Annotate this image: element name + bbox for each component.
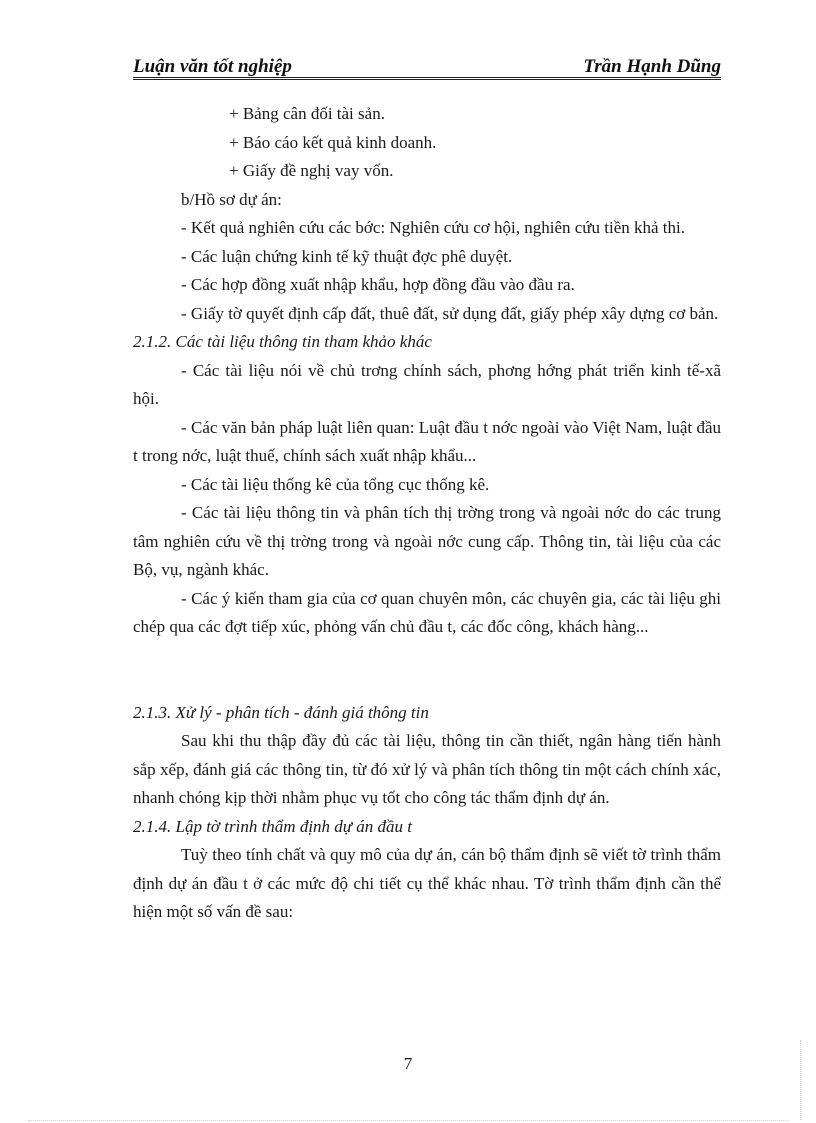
document-body xyxy=(133,100,721,927)
list-item-loan-request: + Giấy đề nghị vay vốn. xyxy=(229,161,394,180)
header-author-name: Trần Hạnh Dũng xyxy=(583,56,721,77)
page-edge-dotted-border-right xyxy=(800,1040,801,1120)
paragraph-policy-documents: - Các tài liệu nói về chủ trơng chính sách, phơng hớng phát triển kinh tế-xã hội. xyxy=(133,360,721,408)
header-divider xyxy=(133,77,721,80)
paragraph-expert-opinions: - Các ý kiến tham gia của cơ quan chuyên môn, các chuyên gia, các tài liệu ghi chép qua các đợt tiếp xúc, phỏng vấn chủ đầu t, các đốc công, khách hàng... xyxy=(133,588,721,636)
paragraph-appraisal-report: Tuỳ theo tính chất và quy mô của dự án, cán bộ thẩm định sẽ viết tờ trình thẩm định dự án đầu t ở các mức độ chi tiết cụ thể khác nhau. Tờ trình thẩm định cần thể hiện một số vấn đề sau: xyxy=(133,845,721,921)
list-item-balance-sheet: + Bảng cân đối tài sản. xyxy=(229,104,385,123)
page-number: 7 xyxy=(403,1054,413,1073)
paragraph-research-results: - Kết quả nghiên cứu các bớc: Nghiên cứu cơ hội, nghiên cứu tiền khả thi. xyxy=(181,218,685,237)
paragraph-statistics: - Các tài liệu thống kê của tổng cục thống kê. xyxy=(181,474,490,494)
paragraph-technical-arguments: - Các luận chứng kinh tế kỹ thuật đợc phê duyệt. xyxy=(181,246,513,266)
spacer xyxy=(133,642,721,699)
section-heading-2-1-2: 2.1.2. Các tài liệu thông tin tham khảo khác xyxy=(133,332,432,351)
list-item-business-report: + Báo cáo kết quả kinh doanh. xyxy=(229,132,437,152)
paragraph-market-analysis: - Các tài liệu thông tin và phân tích thị trờng trong và ngoài nớc do các trung tâm nghiên cứu về thị trờng trong và ngoài nớc cung cấp. Thông tin, tài liệu của các Bộ, vụ, ngành khác. xyxy=(133,503,721,579)
paragraph-legal-documents: - Các văn bản pháp luật liên quan: Luật đầu t nớc ngoài vào Việt Nam, luật đầu t trong nớc, luật thuế, chính sách xuất nhập khẩu... xyxy=(133,417,721,465)
paragraph-information-processing: Sau khi thu thập đầy đủ các tài liệu, thông tin cần thiết, ngân hàng tiến hành sắp xếp, đánh giá các thông tin, từ đó xử lý và phân tích thông tin một cách chính xác, nhanh chóng kịp thời nhằm phục vụ tốt cho công tác thẩm định dự án. xyxy=(133,731,721,807)
header-thesis-title: Luận văn tốt nghiệp xyxy=(133,56,292,77)
page-edge-dotted-border xyxy=(28,1120,788,1121)
section-heading-2-1-4: 2.1.4. Lập tờ trình thẩm định dự án đầu t xyxy=(133,816,413,836)
paragraph-land-documents: - Giấy tờ quyết định cấp đất, thuê đất, sử dụng đất, giấy phép xây dựng cơ bản. xyxy=(181,303,719,323)
section-heading-2-1-3: 2.1.3. Xử lý - phân tích - đánh giá thông tin xyxy=(133,702,429,722)
running-header xyxy=(133,56,721,78)
subheading-project-dossier: b/Hồ sơ dự án: xyxy=(181,189,282,209)
paragraph-contracts: - Các hợp đồng xuất nhập khẩu, hợp đồng đầu vào đầu ra. xyxy=(181,275,575,294)
